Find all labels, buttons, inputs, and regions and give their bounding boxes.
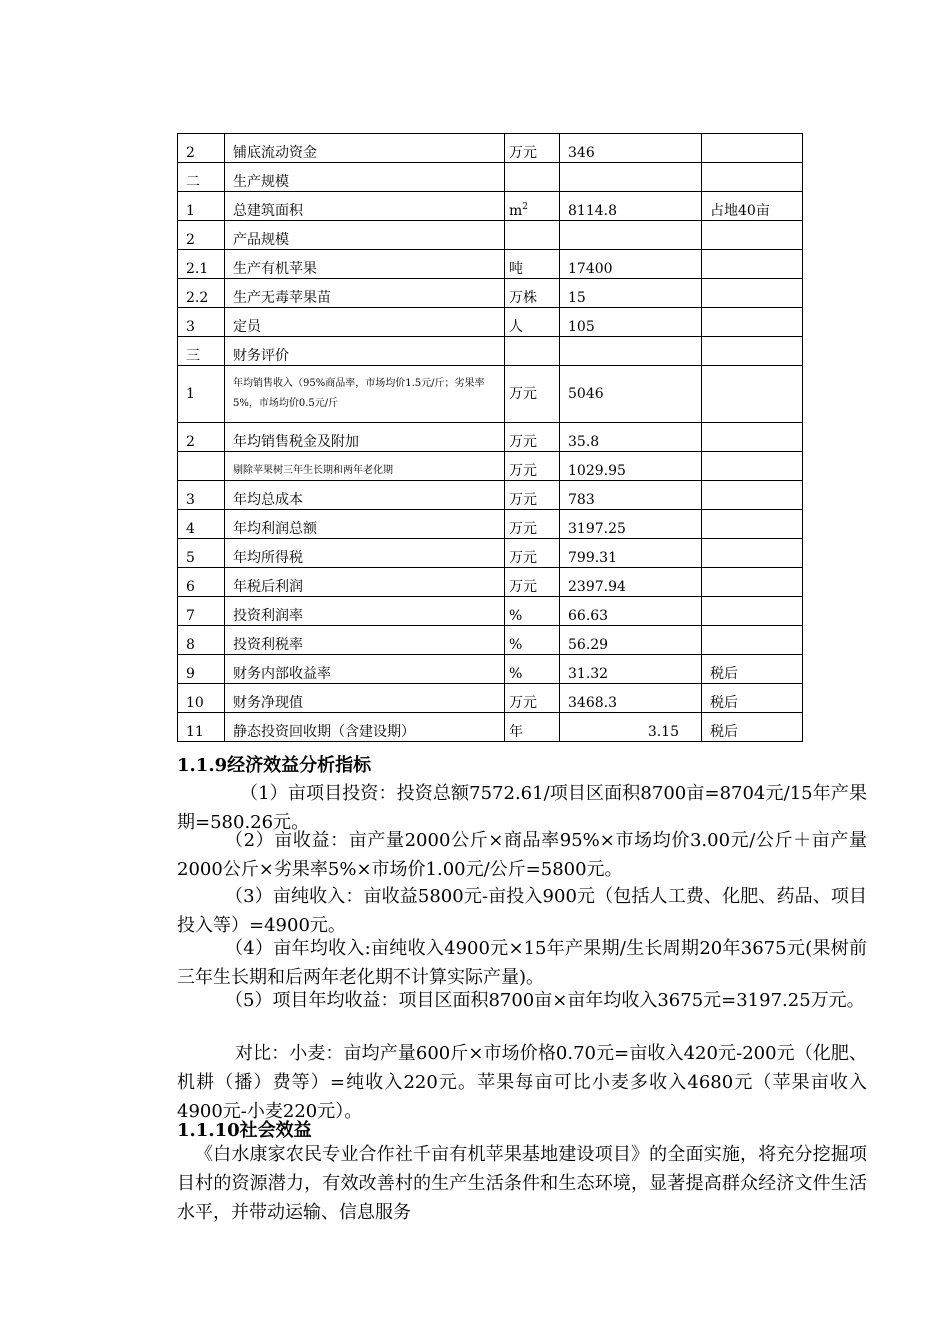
- row-value: 783: [560, 481, 702, 510]
- row-unit: [505, 163, 560, 192]
- table-row: [178, 279, 803, 308]
- table-row: [178, 221, 803, 250]
- paragraph-mu-annual-income: （4）亩年均收入:亩纯收入4900元×15年产果期/生长周期20年3675元(果树前三年生长期和后两年老化期不计算实际产量)。: [177, 938, 867, 988]
- row-note: [702, 452, 803, 481]
- row-unit-text: 万元: [509, 434, 537, 450]
- row-item: 投资利税率: [225, 626, 505, 655]
- row-unit-text: m: [509, 203, 523, 219]
- paragraph-comparison-wheat: 对比：小麦：亩均产量600斤×市场价格0.70元=亩收入420元-200元（化肥、机耕（播）费等）=纯收入220元。苹果每亩可比小麦多收入4680元（苹果亩收入4900元-小麦220元）。: [177, 1043, 867, 1122]
- table-row: [178, 713, 803, 742]
- table-row: [178, 481, 803, 510]
- row-number: 3: [178, 308, 225, 337]
- row-note: 税后: [702, 655, 803, 684]
- table-row: [178, 655, 803, 684]
- row-note: [702, 366, 803, 423]
- row-number: 3: [178, 481, 225, 510]
- row-note: 税后: [702, 713, 803, 742]
- row-item: 投资利润率: [225, 597, 505, 626]
- row-value: 8114.8: [560, 192, 702, 221]
- row-note: [702, 221, 803, 250]
- table-row: [178, 192, 803, 221]
- row-item: 年税后利润: [225, 568, 505, 597]
- row-unit: [505, 366, 560, 423]
- row-unit-text: 万元: [509, 145, 537, 161]
- row-item: 年均销售税金及附加: [225, 423, 505, 452]
- row-unit: [505, 134, 560, 163]
- row-value: 3.15: [560, 713, 702, 742]
- row-unit-text: 万株: [509, 290, 537, 306]
- table-row: [178, 452, 803, 481]
- row-item: 生产无毒苹果苗: [225, 279, 505, 308]
- section-heading-1-1-9: 1.1.9经济效益分析指标: [177, 755, 372, 776]
- table-row: [178, 250, 803, 279]
- row-unit: [505, 250, 560, 279]
- row-unit: [505, 655, 560, 684]
- row-item: 财务评价: [225, 337, 505, 366]
- row-number: 二: [178, 163, 225, 192]
- row-note: [702, 250, 803, 279]
- row-item: 年均总成本: [225, 481, 505, 510]
- row-unit: [505, 684, 560, 713]
- table-row: [178, 308, 803, 337]
- row-note: [702, 423, 803, 452]
- row-value: 56.29: [560, 626, 702, 655]
- row-note: [702, 510, 803, 539]
- row-unit: [505, 337, 560, 366]
- table-row: [178, 134, 803, 163]
- row-unit: [505, 423, 560, 452]
- row-unit-text: 万元: [509, 550, 537, 566]
- row-value: [560, 337, 702, 366]
- row-note: [702, 279, 803, 308]
- row-unit: [505, 568, 560, 597]
- paragraph-project-annual-income: （5）项目年均收益：项目区面积8700亩×亩年均收入3675元=3197.25万元。: [225, 990, 865, 1011]
- row-item: 静态投资回收期（含建设期）: [225, 713, 505, 742]
- row-note: [702, 626, 803, 655]
- row-value: 105: [560, 308, 702, 337]
- row-number: 2.1: [178, 250, 225, 279]
- row-unit-text: 人: [509, 319, 523, 335]
- section-heading-1-1-10: 1.1.10社会效益: [177, 1120, 312, 1141]
- row-number: 4: [178, 510, 225, 539]
- row-number: 8: [178, 626, 225, 655]
- row-note: 占地40亩: [702, 192, 803, 221]
- table-row: [178, 597, 803, 626]
- row-unit: [505, 308, 560, 337]
- row-item: 剔除苹果树三年生长期和两年老化期: [225, 452, 505, 481]
- row-number: 三: [178, 337, 225, 366]
- row-unit-text: 万元: [509, 492, 537, 508]
- row-unit-superscript: 2: [522, 202, 529, 213]
- row-note: [702, 568, 803, 597]
- row-item: 生产有机苹果: [225, 250, 505, 279]
- row-note: [702, 163, 803, 192]
- row-note: [702, 337, 803, 366]
- paragraph-mu-net-income: （3）亩纯收入：亩收益5800元-亩投入900元（包括人工费、化肥、药品、项目投入等）=4900元。: [177, 886, 867, 936]
- row-number: 1: [178, 192, 225, 221]
- row-item: 产品规模: [225, 221, 505, 250]
- row-unit-text: 年: [509, 724, 523, 740]
- row-item: 年均销售收入（95%商品率，市场均价1.5元/斤；劣果率5%，市场均价0.5元/斤: [225, 366, 505, 423]
- row-unit-text: %: [509, 666, 523, 682]
- indicator-table: [177, 133, 803, 742]
- row-item: 年均所得税: [225, 539, 505, 568]
- row-number: [178, 452, 225, 481]
- row-value: 15: [560, 279, 702, 308]
- row-unit-text: 万元: [509, 463, 537, 479]
- row-note: [702, 539, 803, 568]
- indicator-table-body: [178, 134, 803, 742]
- row-number: 2: [178, 134, 225, 163]
- row-unit: [505, 597, 560, 626]
- row-unit-text: 万元: [509, 521, 537, 537]
- row-unit-text: %: [509, 608, 523, 624]
- row-note: 税后: [702, 684, 803, 713]
- row-number: 2: [178, 423, 225, 452]
- row-number: 2.2: [178, 279, 225, 308]
- row-number: 2: [178, 221, 225, 250]
- table-row: [178, 163, 803, 192]
- row-number: 11: [178, 713, 225, 742]
- row-number: 7: [178, 597, 225, 626]
- row-value: 5046: [560, 366, 702, 423]
- table-row: [178, 539, 803, 568]
- row-unit: [505, 192, 560, 221]
- row-item: 生产规模: [225, 163, 505, 192]
- row-value: [560, 163, 702, 192]
- row-unit-text: 万元: [509, 579, 537, 595]
- row-unit-text: 万元: [509, 386, 537, 402]
- table-row: [178, 510, 803, 539]
- row-value: 17400: [560, 250, 702, 279]
- row-value: 346: [560, 134, 702, 163]
- row-unit-text: %: [509, 637, 523, 653]
- row-item: 财务净现值: [225, 684, 505, 713]
- row-unit: [505, 452, 560, 481]
- table-row: [178, 684, 803, 713]
- row-unit-text: 万元: [509, 695, 537, 711]
- row-item: 定员: [225, 308, 505, 337]
- row-value: 799.31: [560, 539, 702, 568]
- row-unit: [505, 510, 560, 539]
- row-unit-text: 吨: [509, 261, 523, 277]
- table-row: [178, 366, 803, 423]
- row-item: 财务内部收益率: [225, 655, 505, 684]
- row-value: [560, 221, 702, 250]
- table-row: [178, 337, 803, 366]
- row-number: 5: [178, 539, 225, 568]
- row-item: 铺底流动资金: [225, 134, 505, 163]
- row-value: 35.8: [560, 423, 702, 452]
- row-unit: [505, 626, 560, 655]
- row-note: [702, 481, 803, 510]
- table-row: [178, 568, 803, 597]
- paragraph-mu-income: （2）亩收益：亩产量2000公斤×商品率95%×市场均价3.00元/公斤＋亩产量2000公斤×劣果率5%×市场价1.00元/公斤=5800元。: [177, 830, 867, 880]
- row-unit: [505, 221, 560, 250]
- paragraph-mu-investment: （1）亩项目投资：投资总额7572.61/项目区面积8700亩=8704元/15年产果期=580.26元。: [177, 783, 867, 833]
- row-number: 10: [178, 684, 225, 713]
- row-value: 3468.3: [560, 684, 702, 713]
- row-item: 总建筑面积: [225, 192, 505, 221]
- row-unit: [505, 481, 560, 510]
- row-item: 年均利润总额: [225, 510, 505, 539]
- row-unit: [505, 279, 560, 308]
- table-row: [178, 423, 803, 452]
- row-note: [702, 597, 803, 626]
- row-value: 1029.95: [560, 452, 702, 481]
- row-note: [702, 308, 803, 337]
- row-value: 2397.94: [560, 568, 702, 597]
- paragraph-social-benefit: 《白水康家农民专业合作社千亩有机苹果基地建设项目》的全面实施，将充分挖掘项目村的资源潜力，有效改善村的生产生活条件和生态环境，显著提高群众经济文件生活水平，并带动运输、信息服务: [177, 1144, 867, 1223]
- row-value: 66.63: [560, 597, 702, 626]
- row-number: 1: [178, 366, 225, 423]
- row-number: 6: [178, 568, 225, 597]
- row-note: [702, 134, 803, 163]
- row-unit: [505, 713, 560, 742]
- row-unit: [505, 539, 560, 568]
- table-row: [178, 626, 803, 655]
- row-value: 31.32: [560, 655, 702, 684]
- row-number: 9: [178, 655, 225, 684]
- row-value: 3197.25: [560, 510, 702, 539]
